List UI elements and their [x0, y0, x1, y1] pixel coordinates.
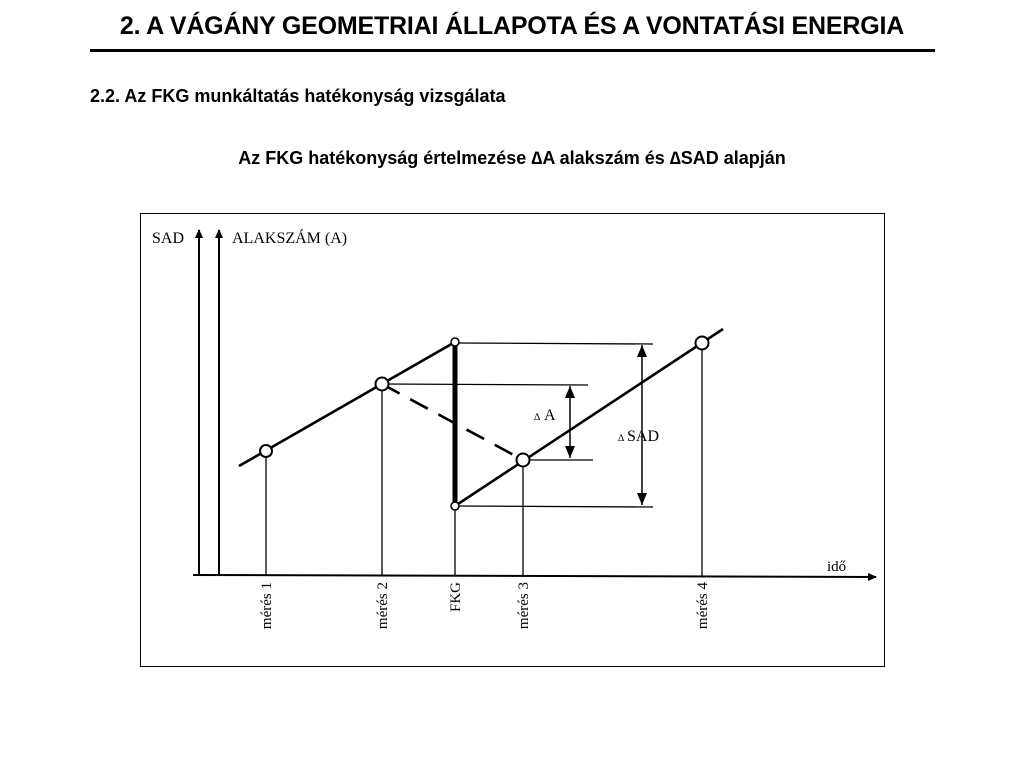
point-meres-2 — [376, 378, 389, 391]
delta-a-arrow-head-top — [565, 386, 575, 398]
x-tick-fkg: FKG — [448, 582, 464, 613]
ref-line-sad-bottom — [455, 506, 653, 507]
delta-sad-symbol: ∆ — [618, 433, 625, 444]
point-meres-3 — [517, 454, 530, 467]
delta-a-arrow-head-bottom — [565, 446, 575, 458]
point-fkg-bottom — [451, 502, 459, 510]
time-axis-label: idő — [827, 559, 847, 575]
title-underline — [90, 49, 935, 52]
delta-sad-label: SAD — [627, 428, 660, 445]
point-meres-4 — [696, 337, 709, 350]
point-meres-1 — [260, 445, 272, 457]
section-subtitle: 2.2. Az FKG munkáltatás hatékonyság vizsgálata — [90, 86, 506, 106]
sad-axis-label: SAD — [152, 230, 185, 247]
trend-line-after-fkg — [455, 329, 723, 506]
x-tick-meres-2: mérés 2 — [375, 582, 391, 630]
diagram-caption: Az FKG hatékonyság értelmezése ∆A alakszám és ∆SAD alapján — [238, 148, 786, 168]
delta-a-label: A — [544, 407, 556, 424]
point-fkg-top — [451, 338, 459, 346]
x-tick-meres-4: mérés 4 — [695, 582, 711, 630]
delta-sad-arrow-head-bottom — [637, 493, 647, 505]
x-tick-meres-1: mérés 1 — [259, 582, 275, 630]
x-tick-meres-3: mérés 3 — [516, 582, 532, 630]
diagram-frame — [140, 213, 885, 667]
slide-title: 2. A VÁGÁNY GEOMETRIAI ÁLLAPOTA ÉS A VONTATÁSI ENERGIA — [119, 12, 905, 40]
ref-line-delta-a-top — [382, 384, 588, 385]
alakszam-axis-label: ALAKSZÁM (A) — [232, 230, 348, 247]
time-axis — [193, 575, 876, 577]
ref-line-sad-top — [455, 343, 653, 344]
delta-sad-arrow-head-top — [637, 345, 647, 357]
delta-a-symbol: ∆ — [534, 412, 541, 423]
fkg-efficiency-diagram — [141, 214, 886, 668]
